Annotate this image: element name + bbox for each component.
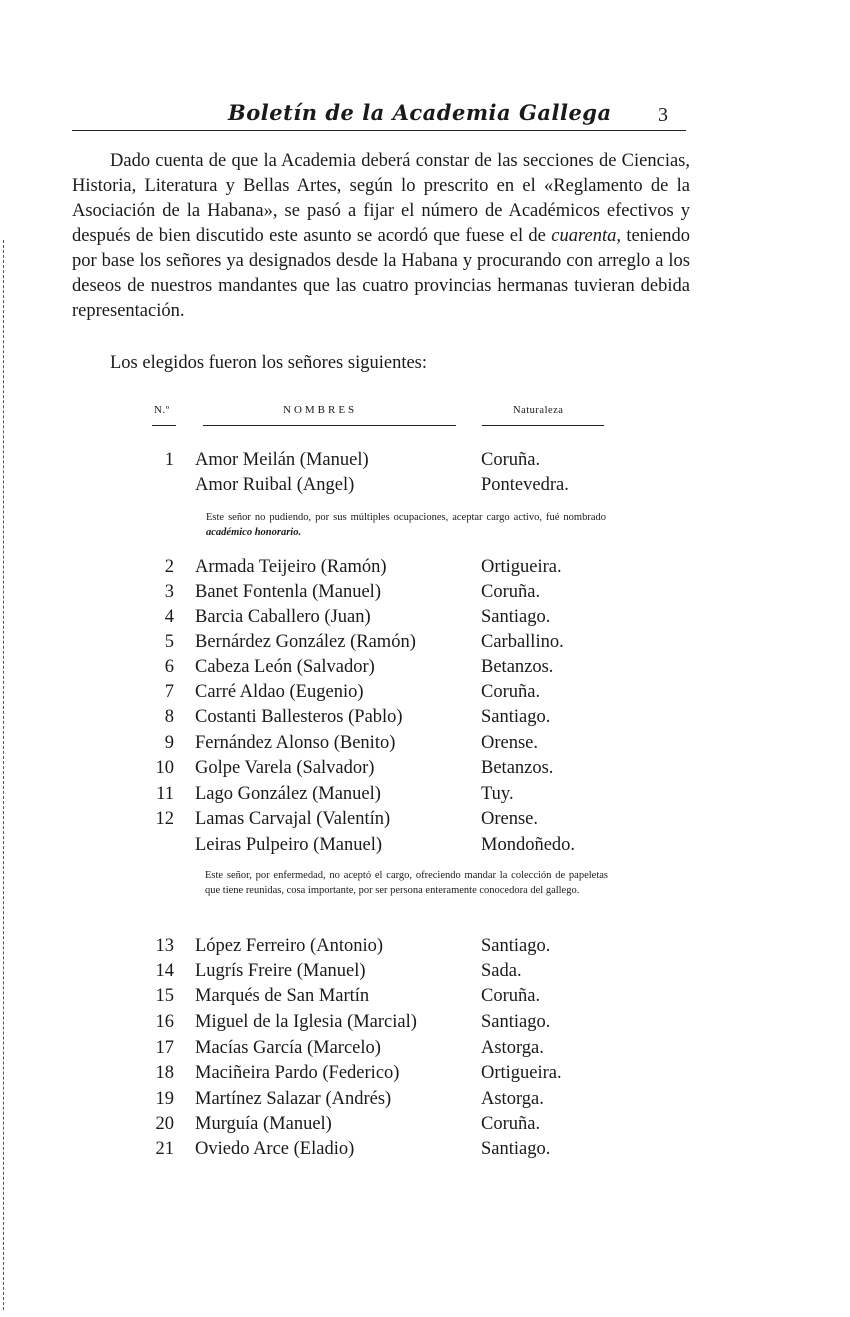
member-origin: Coruña.: [481, 450, 541, 470]
table-row: [0, 657, 850, 682]
member-origin: Astorga.: [481, 1038, 544, 1058]
member-name: Barcia Caballero (Juan): [195, 607, 371, 627]
member-name: Armada Teijeiro (Ramón): [195, 557, 387, 577]
page-number: 3: [658, 104, 668, 126]
column-rule-names: [203, 425, 456, 426]
table-row: [0, 475, 850, 500]
paragraph-emphasis: cuarenta,: [551, 226, 621, 246]
member-name: Banet Fontenla (Manuel): [195, 582, 381, 602]
table-row: [0, 1063, 850, 1088]
body-paragraph: [72, 149, 690, 324]
table-row: [0, 986, 850, 1011]
table-row: [0, 835, 850, 860]
column-rule-num: [152, 425, 176, 426]
member-name: Fernández Alonso (Benito): [195, 733, 396, 753]
paragraph-text: Dado cuenta de que la Academia deberá constar de las secciones de Ciencias, Historia, Literatura y Bellas Artes, según lo prescrito en el «Reglamento de la Asociación de la Habana», se pasó a fijar el número de Académicos efectivos y después de bien discutido este asunto se acordó que fuese el de: [72, 151, 690, 246]
row-number: 15: [155, 986, 174, 1006]
footnote-1-text: Este señor no pudiendo, por sus múltiples ocupaciones, aceptar cargo activo, fué nombrado: [206, 512, 606, 523]
table-row: [0, 1038, 850, 1063]
member-name: López Ferreiro (Antonio): [195, 936, 384, 956]
member-name: Macías García (Marcelo): [195, 1038, 381, 1058]
row-number: 17: [155, 1038, 174, 1058]
table-row: [0, 1114, 850, 1139]
member-origin: Ortigueira.: [481, 557, 562, 577]
table-row: [0, 582, 850, 607]
row-number: 1: [164, 450, 174, 470]
footnote-leiras-pulpeiro: Este señor, por enfermedad, no aceptó el cargo, ofreciendo mandar la colección de papeletas que tiene reunidas, cosa importante, por ser persona enteramente conocedora del gallego.: [205, 870, 608, 896]
member-name: Amor Ruibal (Angel): [195, 475, 355, 495]
running-header-title: Boletín de la Academia Gallega: [228, 100, 612, 125]
row-number: 3: [164, 582, 174, 602]
row-number: 5: [164, 632, 174, 652]
member-name: Lamas Carvajal (Valentín): [195, 809, 391, 829]
member-origin: Ortigueira.: [481, 1063, 562, 1083]
column-header-names: NOMBRES: [283, 404, 358, 416]
footnote-1-emphasis: académico honorario.: [206, 527, 302, 538]
member-origin: Santiago.: [481, 607, 551, 627]
member-name: Lago González (Manuel): [195, 784, 381, 804]
member-origin: Santiago.: [481, 936, 551, 956]
member-name: Martínez Salazar (Andrés): [195, 1089, 392, 1109]
member-name: Maciñeira Pardo (Federico): [195, 1063, 400, 1083]
row-number: 6: [164, 657, 174, 677]
member-name: Bernárdez González (Ramón): [195, 632, 416, 652]
member-origin: Carballino.: [481, 632, 564, 652]
row-number: 10: [155, 758, 174, 778]
row-number: 20: [155, 1114, 174, 1134]
row-number: 14: [155, 961, 174, 981]
table-row: [0, 632, 850, 657]
member-origin: Betanzos.: [481, 657, 554, 677]
member-origin: Santiago.: [481, 707, 551, 727]
member-name: Golpe Varela (Salvador): [195, 758, 375, 778]
margin-stitching: [3, 240, 4, 1310]
column-header-origin: Naturaleza: [513, 405, 564, 416]
member-origin: Santiago.: [481, 1012, 551, 1032]
row-number: 12: [155, 809, 174, 829]
header-rule: [72, 130, 686, 131]
table-row: [0, 607, 850, 632]
member-origin: Tuy.: [481, 784, 514, 804]
member-origin: Orense.: [481, 809, 539, 829]
row-number: 8: [164, 707, 174, 727]
table-row: [0, 707, 850, 732]
table-row: [0, 1012, 850, 1037]
table-row: [0, 758, 850, 783]
table-row: [0, 936, 850, 961]
table-row: [0, 1139, 850, 1164]
member-name: Murguía (Manuel): [195, 1114, 332, 1134]
row-number: 16: [155, 1012, 174, 1032]
footnote-amor-ruibal: [206, 510, 606, 540]
member-origin: Betanzos.: [481, 758, 554, 778]
table-row: [0, 733, 850, 758]
column-rule-origin: [482, 425, 604, 426]
paragraph-end: teniendo por base los señores ya designados desde la Habana y procurando con arreglo a los deseos de nuestros mandantes que las cuatro provincias hermanas tuvieran debida representación.: [72, 226, 691, 321]
list-intro: Los elegidos fueron los señores siguientes:: [110, 353, 428, 373]
member-name: Marqués de San Martín: [195, 986, 370, 1006]
row-number: 9: [164, 733, 174, 753]
row-number: 4: [164, 607, 174, 627]
table-row: [0, 1089, 850, 1114]
member-origin: Orense.: [481, 733, 539, 753]
column-header-num: N.º: [154, 404, 170, 416]
table-row: [0, 961, 850, 986]
member-name: Amor Meilán (Manuel): [195, 450, 369, 470]
member-origin: Astorga.: [481, 1089, 544, 1109]
member-name: Lugrís Freire (Manuel): [195, 961, 366, 981]
member-name: Leiras Pulpeiro (Manuel): [195, 835, 382, 855]
row-number: 11: [156, 784, 174, 804]
member-origin: Sada.: [481, 961, 522, 981]
table-row: [0, 450, 850, 475]
member-name: Carré Aldao (Eugenio): [195, 682, 364, 702]
member-origin: Mondoñedo.: [481, 835, 576, 855]
member-origin: Coruña.: [481, 582, 541, 602]
row-number: 18: [155, 1063, 174, 1083]
table-row: [0, 682, 850, 707]
row-number: 7: [164, 682, 174, 702]
member-name: Cabeza León (Salvador): [195, 657, 375, 677]
member-name: Oviedo Arce (Eladio): [195, 1139, 355, 1159]
table-row: [0, 557, 850, 582]
row-number: 13: [155, 936, 174, 956]
table-row: [0, 809, 850, 834]
member-origin: Pontevedra.: [481, 475, 569, 495]
row-number: 2: [164, 557, 174, 577]
member-name: Miguel de la Iglesia (Marcial): [195, 1012, 417, 1032]
row-number: 21: [155, 1139, 174, 1159]
member-name: Costanti Ballesteros (Pablo): [195, 707, 403, 727]
member-origin: Santiago.: [481, 1139, 551, 1159]
member-origin: Coruña.: [481, 1114, 541, 1134]
row-number: 19: [155, 1089, 174, 1109]
table-row: [0, 784, 850, 809]
member-origin: Coruña.: [481, 682, 541, 702]
member-origin: Coruña.: [481, 986, 541, 1006]
